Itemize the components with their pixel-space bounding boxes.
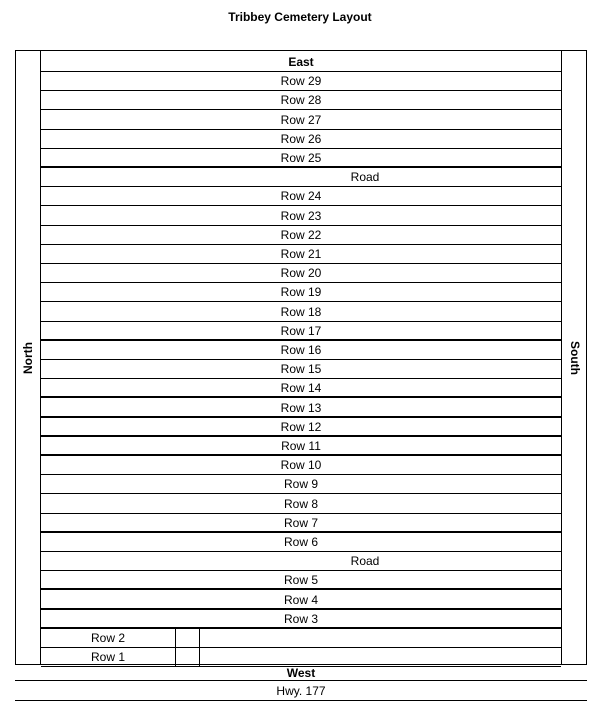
row-label: Row 6 — [283, 535, 318, 549]
plot-cell — [175, 648, 200, 667]
row-row-3 — [41, 610, 561, 629]
row-label: Row 18 — [280, 304, 322, 319]
north-column — [15, 50, 41, 665]
divider-line-bottom — [15, 700, 587, 701]
row-label: Row 24 — [280, 189, 322, 204]
row-label: Row 17 — [280, 323, 322, 338]
row-label: Row 15 — [280, 362, 322, 377]
row-row-19 — [41, 283, 561, 302]
row-row-16 — [41, 341, 561, 360]
row-row-2 — [41, 629, 561, 648]
row-row-20 — [41, 264, 561, 283]
north-label: North — [20, 341, 35, 374]
row-label: Row 29 — [280, 74, 322, 89]
row-row-8 — [41, 495, 561, 514]
south-label: South — [567, 340, 582, 375]
row-row-21 — [41, 245, 561, 264]
row-row-12 — [41, 418, 561, 437]
row-label: Row 12 — [280, 419, 322, 434]
row-row-23 — [41, 207, 561, 226]
south-column — [561, 50, 587, 665]
row-row-27 — [41, 111, 561, 130]
west-label: West — [286, 666, 316, 680]
divider-line — [15, 680, 587, 681]
row-label: Row 11 — [281, 439, 321, 453]
row-row-9 — [41, 475, 561, 494]
row-row-14 — [41, 379, 561, 398]
row-row-24 — [41, 187, 561, 206]
row-row-28 — [41, 91, 561, 110]
row-row-22 — [41, 226, 561, 245]
row-label: Row 1 — [90, 650, 125, 665]
row-label: Row 4 — [283, 592, 318, 607]
row-label: Row 10 — [280, 458, 322, 473]
row-label: Row 5 — [283, 573, 318, 588]
row-label: Row 27 — [280, 112, 322, 127]
row-label: Row 2 — [90, 631, 125, 645]
row-row-10 — [41, 456, 561, 475]
row-label: Row 9 — [283, 477, 318, 492]
row-label: Row 20 — [280, 266, 322, 281]
row-row-5 — [41, 571, 561, 590]
row-row-1 — [41, 648, 561, 667]
row-row-17 — [41, 322, 561, 341]
row-label: Row 13 — [280, 400, 322, 415]
row-row-18 — [41, 303, 561, 322]
row-row-11 — [41, 437, 561, 456]
row-label: Row 25 — [280, 151, 322, 165]
row-label: Row 22 — [280, 227, 322, 242]
east-label: East — [288, 55, 314, 69]
road-label: Road — [350, 170, 380, 185]
row-row-29 — [41, 72, 561, 91]
row-row-13 — [41, 399, 561, 418]
row-label: Row 19 — [280, 285, 322, 300]
row-label: Row 8 — [283, 496, 318, 511]
highway-label: Hwy. 177 — [276, 684, 326, 698]
row-label: Row 16 — [280, 343, 322, 357]
row-label: Row 7 — [283, 515, 318, 530]
row-label: Row 26 — [280, 131, 322, 146]
road-row — [41, 552, 561, 571]
east-label-row — [41, 53, 561, 72]
plot-cell — [175, 629, 200, 648]
road-label: Road — [350, 554, 380, 569]
row-label: Row 3 — [283, 611, 318, 626]
road-row — [41, 168, 561, 187]
row-label: Row 28 — [280, 93, 322, 108]
row-row-26 — [41, 130, 561, 149]
row-row-15 — [41, 360, 561, 379]
row-label: Row 14 — [280, 381, 322, 396]
row-label: Row 21 — [280, 247, 322, 261]
row-row-25 — [41, 149, 561, 168]
row-row-4 — [41, 591, 561, 610]
row-row-7 — [41, 514, 561, 533]
row-row-6 — [41, 533, 561, 552]
row-label: Row 23 — [280, 208, 322, 223]
page-title: Tribbey Cemetery Layout — [228, 10, 372, 24]
